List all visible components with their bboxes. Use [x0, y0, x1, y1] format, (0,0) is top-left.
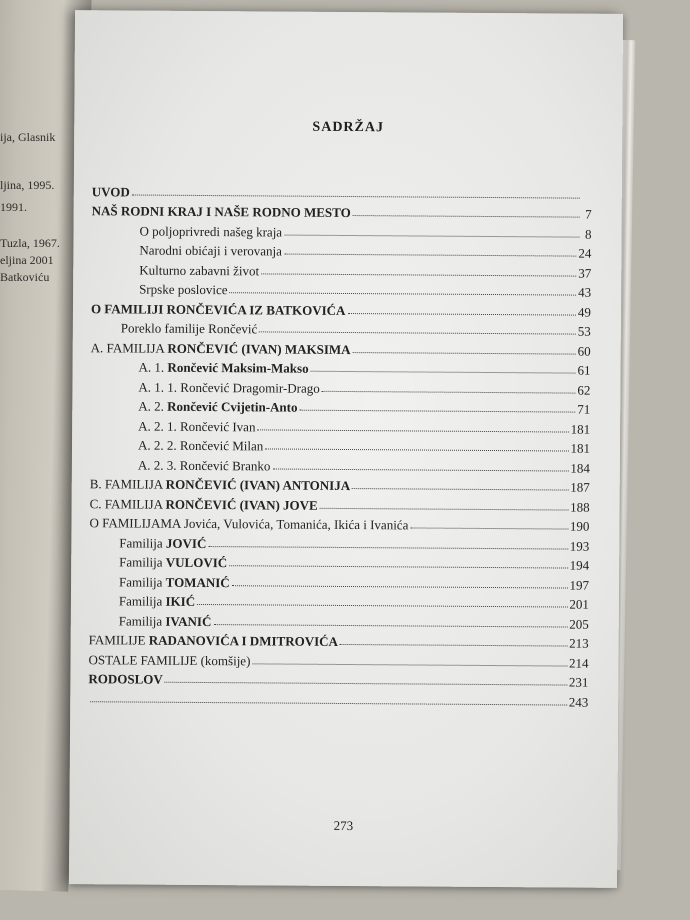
toc-leader-dots	[229, 565, 567, 568]
toc-entry-page: 24	[578, 245, 592, 261]
toc-leader-dots	[272, 468, 568, 471]
toc-leader-dots	[232, 585, 568, 588]
toc-leader-dots	[265, 448, 568, 451]
toc-entry-label	[92, 185, 130, 198]
toc-leader-dots	[208, 546, 567, 550]
toc-leader-dots	[261, 273, 576, 276]
toc-entry-page: 53	[577, 323, 591, 339]
toc-entry-label	[119, 594, 195, 608]
toc-leader-dots	[410, 527, 568, 529]
toc-entry	[91, 295, 591, 318]
toc-entry	[89, 588, 589, 611]
toc-entry-page: 181	[570, 440, 591, 456]
toc-leader-dots	[230, 292, 577, 295]
toc-entry-text: A. 2. 1. Rončević Ivan	[138, 418, 256, 434]
toc-entry-page: 61	[577, 362, 591, 378]
toc-entry-page: 184	[570, 460, 590, 476]
toc-entry-page: 214	[568, 655, 589, 671]
toc-leader-dots	[322, 390, 576, 393]
toc-entry-bold-text: IKIĆ	[165, 593, 196, 609]
toc-entry-text: NAŠ RODNI KRAJ I NAŠE RODNO MESTO	[91, 203, 351, 221]
toc-entry-label	[119, 614, 212, 628]
toc-entry-bold-text: IVANIĆ	[165, 613, 212, 629]
toc-entry-page: 43	[578, 284, 592, 300]
left-page-text: 1991.	[0, 200, 27, 214]
toc-entry-bold-text: JOVIĆ	[165, 535, 207, 551]
toc-entry-text: Kulturno zabavni život	[139, 262, 260, 278]
toc-entry-text: Familija	[119, 534, 166, 551]
toc-entry-bold-text: Rončević Maksim-Makso	[167, 359, 309, 376]
toc-entry	[90, 412, 590, 435]
toc-leader-dots	[352, 488, 568, 491]
toc-entry-bold-text: TOMANIĆ	[165, 574, 230, 590]
toc-leader-dots	[353, 215, 580, 218]
toc-entry-label	[119, 555, 227, 569]
toc-entry	[89, 607, 589, 630]
toc-entry	[91, 276, 591, 299]
toc-entry	[90, 393, 590, 416]
toc-leader-dots	[257, 429, 568, 432]
toc-entry-label	[92, 204, 351, 219]
toc-entry-text: Familija	[118, 612, 166, 629]
toc-entry-text: UVOD	[91, 183, 130, 199]
toc-entry-text: B. FAMILIJA	[89, 476, 166, 492]
toc-entry	[89, 627, 589, 650]
toc-leader-dots	[259, 331, 576, 334]
left-page-text: Tuzla, 1967.	[0, 236, 60, 250]
toc-leader-dots	[197, 604, 567, 608]
toc-entry	[89, 510, 589, 533]
toc-entry-label	[138, 380, 319, 394]
toc-entry-text: A. 1. 1. Rončević Dragomir-Drago	[138, 379, 320, 396]
toc-entry-bold-text: RONČEVIĆ (IVAN) MAKSIMA	[167, 340, 351, 357]
toc-entry-label	[139, 361, 309, 375]
toc-entry	[90, 490, 590, 513]
toc-entry	[91, 354, 591, 377]
toc-entry-label	[138, 439, 263, 453]
page-number: 273	[333, 817, 354, 834]
toc-entry-label	[139, 283, 228, 297]
table-of-contents	[88, 178, 592, 708]
toc-entry-label	[90, 477, 350, 492]
toc-leader-dots	[213, 624, 567, 627]
toc-entry-page: 201	[569, 596, 589, 612]
left-page-text: ljina, 1995.	[0, 178, 55, 192]
toc-leader-dots	[347, 313, 576, 316]
toc-entry-page: 194	[569, 557, 590, 573]
toc-entry-text: C. FAMILIJA	[89, 495, 166, 512]
toc-entry-text: A. 2. 2. Rončević Milan	[137, 437, 264, 454]
toc-entry-label	[119, 536, 206, 550]
toc-entry	[90, 432, 590, 455]
toc-entry	[88, 646, 588, 669]
toc-entry-bold-text: Rončević Cvijetin-Anto	[167, 398, 298, 415]
toc-entry	[91, 315, 591, 338]
toc-entry	[90, 373, 590, 396]
toc-entry-text: FAMILIJE	[88, 632, 149, 648]
toc-entry	[91, 237, 591, 260]
toc-entry-text: A. FAMILIJA	[90, 339, 168, 356]
page-title: SADRŽAJ	[312, 119, 385, 136]
toc-entry-text: Poreklo familije Rončević	[120, 320, 258, 337]
toc-entry-label	[119, 575, 230, 589]
toc-entry-bold-text: RONČEVIĆ (IVAN) ANTONIJA	[165, 476, 351, 494]
toc-entry-bold-text: VULOVIĆ	[165, 554, 228, 571]
toc-entry-text: O poljoprivredi našeg kraja	[139, 223, 283, 240]
toc-entry-page: 213	[569, 635, 589, 651]
toc-entry-page: 243	[568, 694, 589, 710]
toc-entry-label	[138, 400, 297, 414]
toc-leader-dots	[284, 254, 576, 257]
toc-entry-label	[90, 497, 318, 512]
toc-entry-bold-text: RADANOVIĆA I DMITROVIĆA	[148, 632, 339, 649]
toc-entry	[90, 451, 590, 474]
toc-entry-text: OSTALE FAMILIJE (komšije)	[88, 651, 251, 668]
toc-entry-page: 8	[584, 226, 592, 242]
toc-entry-text: Narodni obićaji i verovanja	[139, 242, 283, 259]
left-page-text: ija, Glasnik	[0, 130, 56, 144]
toc-entry	[91, 217, 591, 240]
toc-entry-page: 188	[570, 499, 590, 515]
toc-entry-page: 7	[585, 206, 592, 222]
toc-entry-bold-text: RONČEVIĆ (IVAN) JOVE	[165, 496, 318, 513]
toc-entry-label	[88, 653, 250, 667]
toc-entry	[91, 256, 591, 279]
toc-entry-page: 205	[569, 616, 589, 632]
toc-entry-page: 187	[570, 479, 590, 495]
toc-entry-page: 181	[570, 421, 591, 437]
toc-entry	[88, 685, 588, 708]
toc-entry	[89, 568, 589, 591]
toc-leader-dots	[353, 352, 576, 355]
toc-entry-page: 60	[577, 343, 591, 359]
toc-entry-label	[91, 341, 351, 356]
toc-entry-label	[139, 263, 259, 277]
toc-entry-page: 49	[577, 304, 592, 320]
toc-leader-dots	[340, 644, 567, 647]
toc-entry-text: Familija	[119, 554, 166, 570]
toc-entry-label	[139, 224, 282, 238]
toc-leader-dots	[311, 371, 576, 374]
toc-entry-label	[138, 419, 255, 433]
toc-entry	[90, 471, 590, 494]
toc-entry	[91, 334, 591, 357]
left-page-text: eljina 2001	[0, 253, 54, 267]
toc-entry-page: 190	[569, 518, 590, 534]
toc-entry-label	[139, 244, 282, 258]
toc-entry-page: 71	[577, 401, 591, 417]
toc-entry-page: 193	[569, 538, 590, 554]
toc-entry	[89, 549, 589, 572]
toc-entry-text: A. 2. 3. Rončević Branko	[137, 457, 271, 473]
toc-entry-text: O FAMILIJAMA Jovića, Vulovića, Tomanića, Ikića i Ivanića	[89, 515, 409, 533]
toc-leader-dots	[90, 701, 566, 705]
toc-entry-page: 62	[577, 382, 591, 398]
toc-entry-page: 37	[578, 265, 592, 281]
toc-entry-label	[88, 672, 162, 686]
toc-leader-dots	[284, 234, 579, 237]
toc-entry-text: RODOSLOV	[88, 671, 163, 687]
toc-leader-dots	[320, 507, 568, 510]
toc-leader-dots	[300, 410, 576, 413]
toc-entry-text: A. 1.	[138, 359, 168, 375]
toc-entry-text: Familija	[119, 573, 166, 590]
toc-entry-label	[138, 458, 271, 472]
toc-entry-label	[89, 516, 408, 531]
toc-entry-text: Srpske poslovice	[139, 281, 228, 298]
toc-entry-label	[121, 321, 258, 335]
toc-entry-page: 197	[569, 577, 590, 593]
toc-entry-text: O FAMILIJI RONČEVIĆA IZ BATKOVIĆA	[90, 300, 346, 318]
toc-leader-dots	[165, 682, 567, 686]
book-page	[69, 10, 623, 888]
left-page-text: Batkoviću	[0, 270, 50, 284]
toc-entry-label	[89, 633, 338, 648]
toc-entry-text: A. 2.	[138, 398, 168, 414]
toc-entry-page: 231	[568, 674, 589, 690]
toc-entry	[92, 198, 592, 221]
toc-leader-dots	[252, 663, 567, 666]
toc-entry-label	[91, 302, 346, 317]
toc-entry	[89, 529, 589, 552]
toc-entry-text: Familija	[118, 593, 166, 609]
